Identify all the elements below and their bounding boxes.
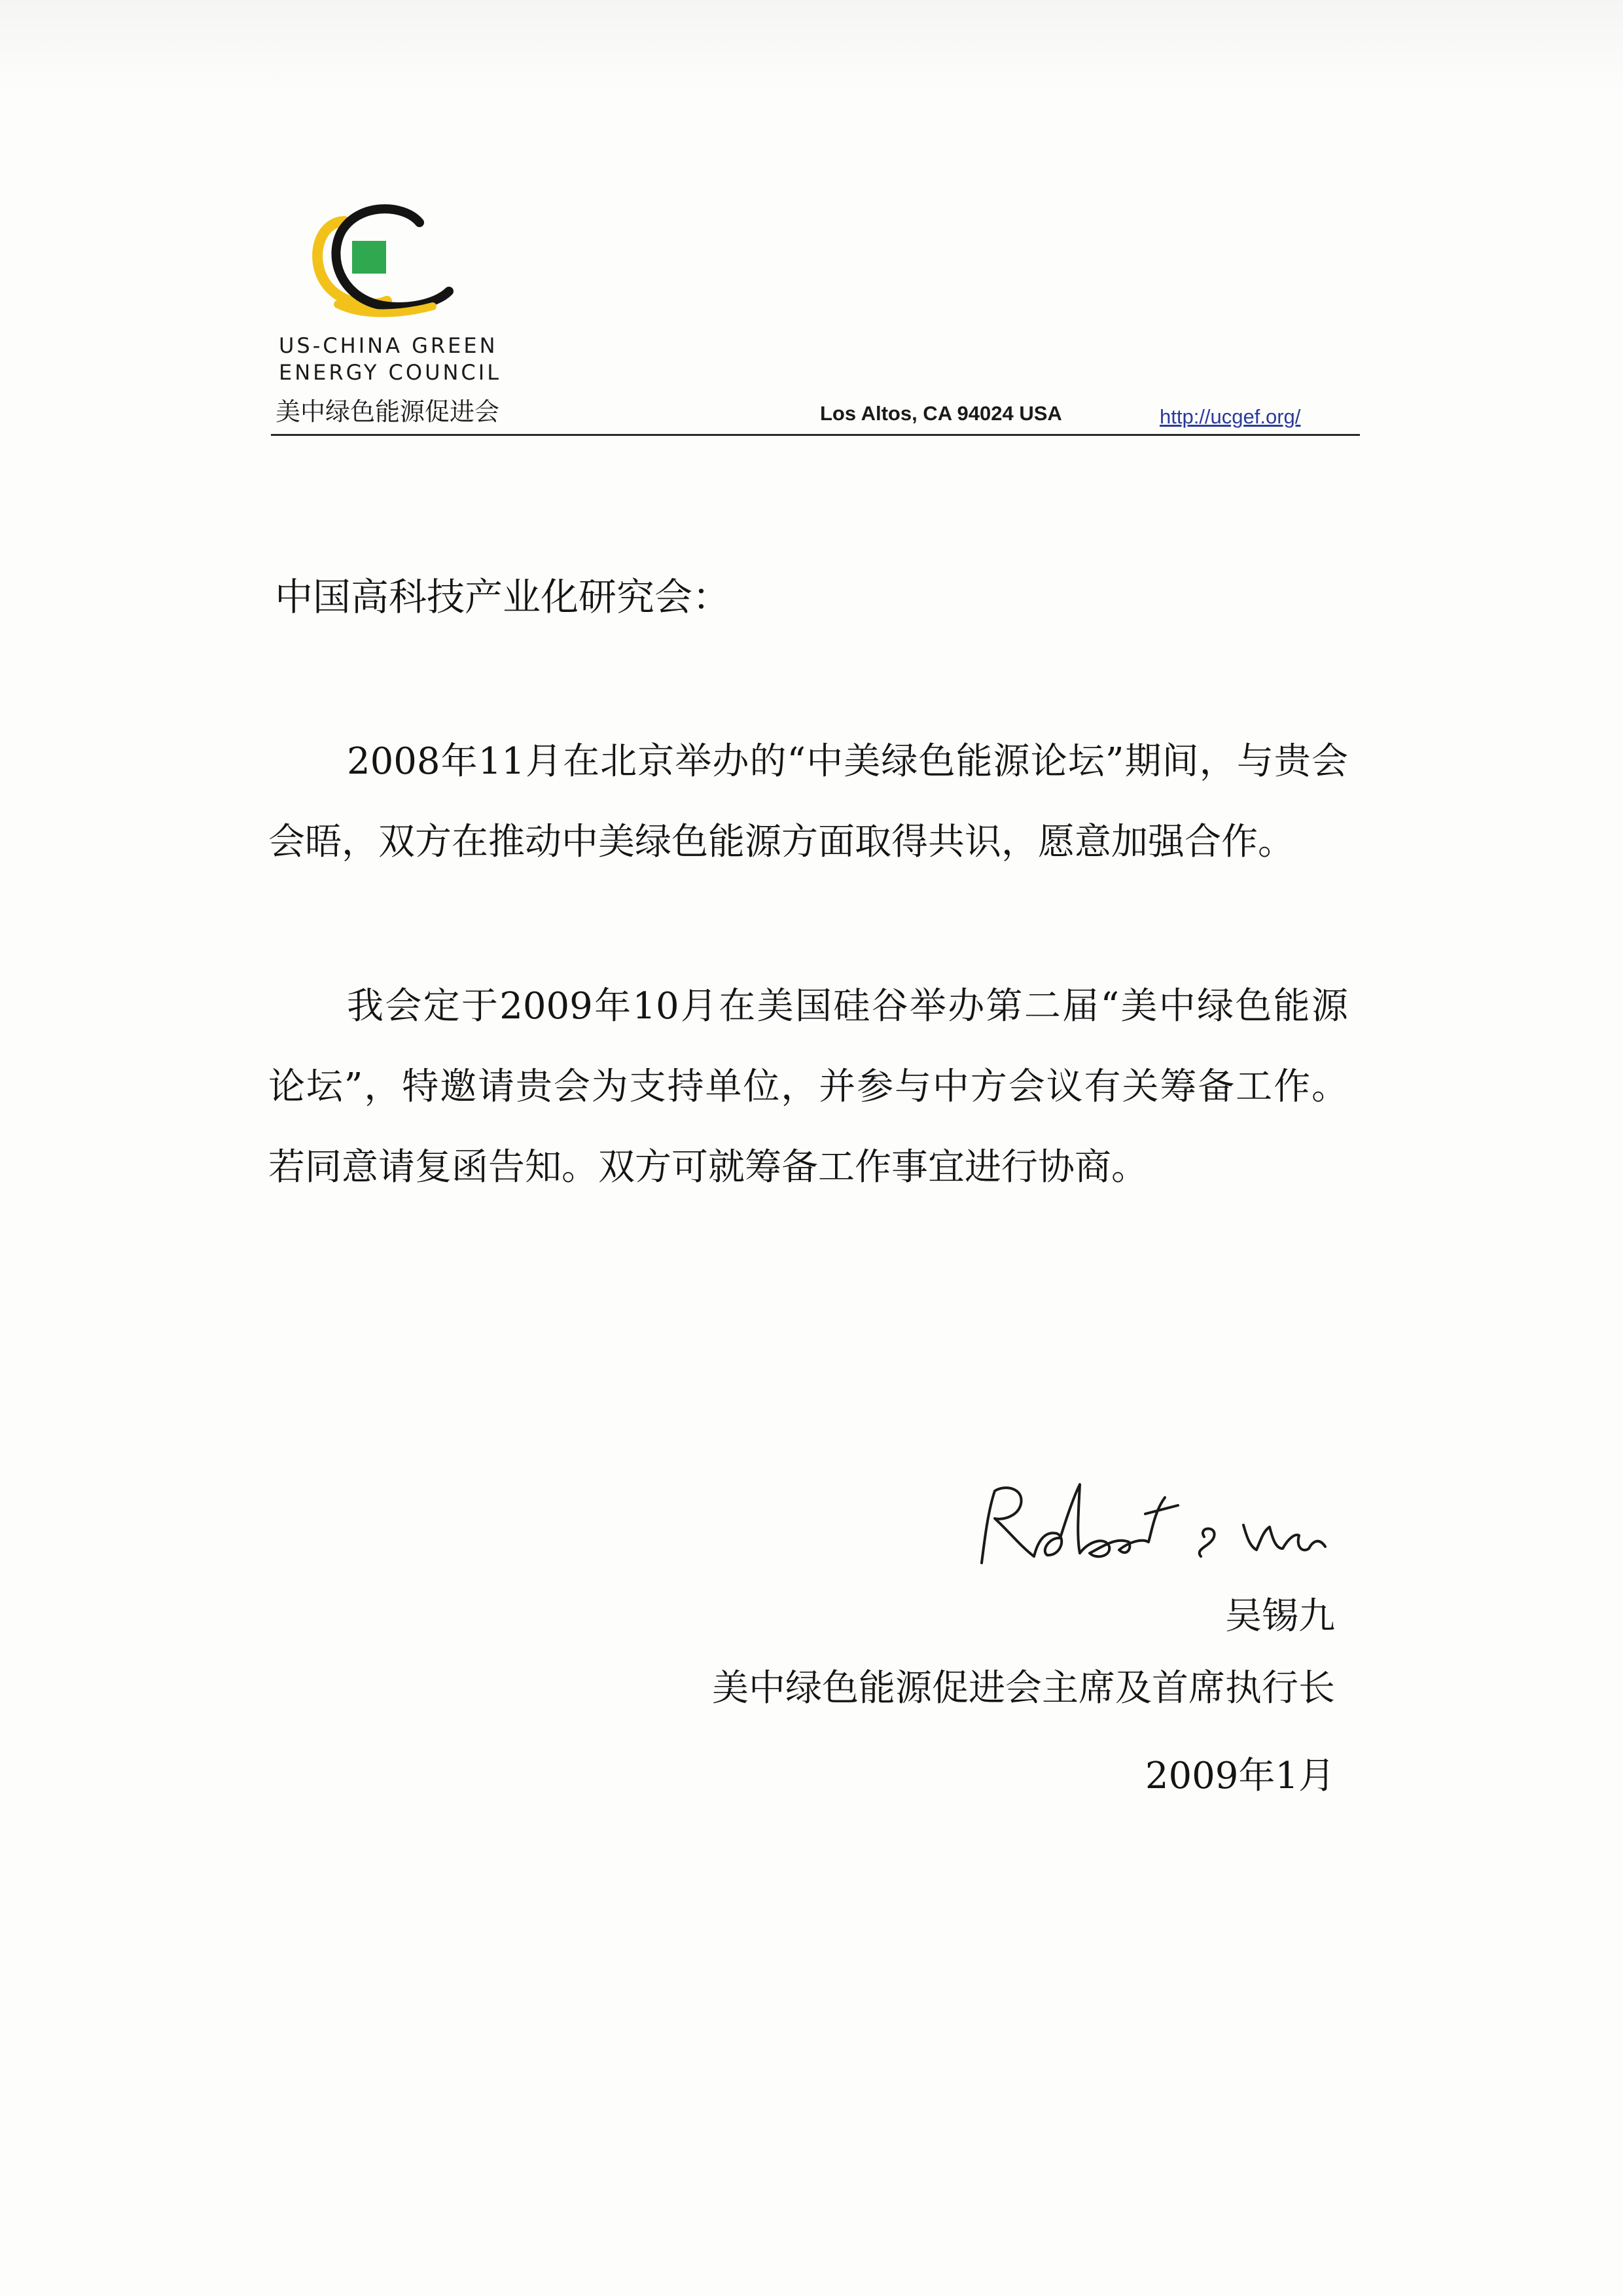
body-paragraph: 2008年11月在北京举办的“中美绿色能源论坛”期间，与贵会会晤，双方在推动中美绿色能源方面取得共识，愿意加强合作。	[268, 740, 1348, 863]
letter-date: 2009年1月	[1145, 1755, 1335, 1797]
org-name-cn: 美中绿色能源促进会	[276, 397, 500, 426]
header-divider	[271, 434, 1360, 436]
body-paragraph: 我会定于2009年10月在美国硅谷举办第二届“美中绿色能源论坛”，特邀请贵会为支持单位，并参与中方会议有关筹备工作。若同意请复函告知。双方可就筹备工作事宜进行协商。	[268, 985, 1348, 1189]
website-link[interactable]: http://ucgef.org/	[1160, 405, 1301, 428]
signer-title: 美中绿色能源促进会主席及首席执行长	[712, 1667, 1335, 1710]
salutation: 中国高科技产业化研究会：	[275, 575, 731, 619]
council-logo	[305, 196, 462, 334]
scan-shadow	[0, 0, 1623, 92]
signature-stroke	[982, 1484, 1325, 1563]
org-name-en	[279, 332, 501, 386]
org-name-en-line1: US-CHINA GREEN	[279, 333, 498, 358]
handwritten-signature	[969, 1465, 1335, 1576]
org-name-en-line2: ENERGY COUNCIL	[279, 360, 502, 385]
logo-green-square	[352, 241, 386, 274]
address: Los Altos, CA 94024 USA	[820, 402, 1062, 425]
signer-name: 吴锡九	[1225, 1595, 1335, 1638]
